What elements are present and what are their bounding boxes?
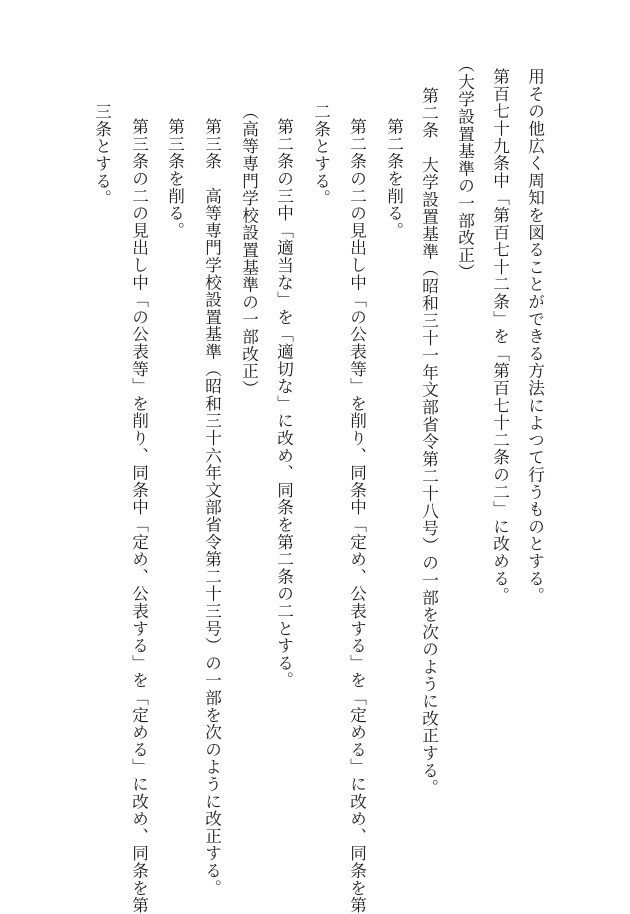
text-line: 第二条を削る。 <box>384 118 404 240</box>
text-line: 三条とする。 <box>92 103 112 207</box>
text-line: 用その他広く周知を図ることができる方法によつて行うものとする。 <box>525 68 545 605</box>
text-line: 二条とする。 <box>311 103 331 207</box>
text-line: 第百七十九条中「第百七十二条」を「第百七十二条の二」に改める。 <box>490 68 510 605</box>
article-text: 第三条 高等専門学校設置基準（昭和三十六年文部省令第二十三号）の一部を次のように改正する。 <box>202 118 222 897</box>
text-line: 第三条を削る。 <box>165 118 185 240</box>
text-line: 第三条の二の見出し中「の公表等」を削り、同条中「定め、公表する」を「定める」に改め、同条を第 <box>129 118 149 914</box>
section-heading: （大学設置基準の一部改正） <box>455 56 475 281</box>
text-line: 第二条の二の見出し中「の公表等」を削り、同条中「定め、公表する」を「定める」に改め、同条を第 <box>347 118 367 914</box>
article-text: 第二条 大学設置基準（昭和三十一年文部省令第二十八号）の一部を次のように改正する。 <box>419 87 439 797</box>
text-line: 第二条の三中「適当な」を「適切な」に改め、同条を第二条の二とする。 <box>274 118 294 689</box>
section-heading: （高等専門学校設置基準の一部改正） <box>239 103 259 398</box>
